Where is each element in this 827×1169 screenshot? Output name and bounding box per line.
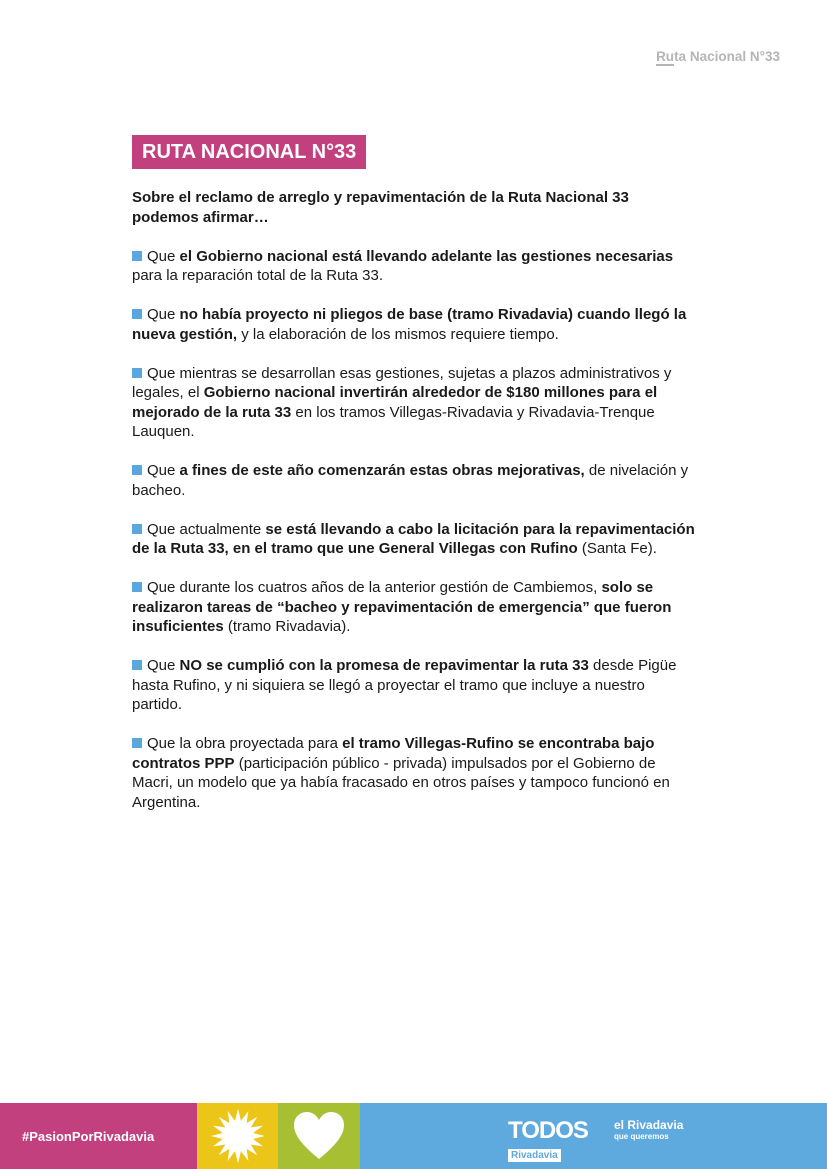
logo-text: TODOS (508, 1117, 588, 1144)
text: para la reparación total de la Ruta 33. (132, 267, 383, 284)
square-bullet-icon (132, 524, 142, 534)
heart-icon (278, 1103, 360, 1169)
square-bullet-icon (132, 582, 142, 592)
running-header-rest: ta Nacional N°33 (674, 49, 780, 64)
text: Que durante los cuatros años de la anterior gestión de Cambiemos, (147, 579, 602, 596)
sun-icon (197, 1103, 278, 1169)
bullet-paragraph (132, 364, 698, 442)
text: Que mientras se desarrollan esas gestiones, sujetas a plazos administrativos y legales, el (132, 364, 672, 401)
todos-logo-area (360, 1103, 827, 1169)
text: (participación público - privada) impulsados por el Gobierno de Macri, un modelo que ya había fracasado en otros países y tampoco funcionó en Argentina. (132, 754, 670, 811)
bullet-paragraph (132, 578, 698, 637)
tagline-line-2: que queremos (614, 1132, 669, 1141)
footer-banner (0, 1103, 827, 1169)
text: (Santa Fe). (577, 540, 657, 557)
text: (tramo Rivadavia). (223, 618, 351, 635)
text: de nivelación y bacheo. (132, 462, 689, 499)
text: Que actualmente (147, 520, 266, 538)
running-header (656, 49, 780, 64)
bullet-paragraph (132, 461, 698, 500)
bullet-paragraph (132, 305, 698, 344)
bold-text: NO se cumplió con la promesa de repavimentar la ruta 33 (179, 657, 589, 674)
intro-text: Sobre el reclamo de arreglo y repavimentación de la Ruta Nacional 33 podemos afirmar… (132, 189, 629, 226)
todos-logo (508, 1117, 588, 1163)
bold-text: Gobierno nacional invertirán alrededor de $180 millones para el mejorado de la ruta 33 (132, 384, 658, 421)
text: en los tramos Villegas-Rivadavia y Rivadavia-Trenque Lauquen. (132, 403, 655, 440)
intro-paragraph (132, 188, 698, 227)
bold-text: el tramo Villegas-Rufino se encontraba bajo contratos PPP (132, 735, 655, 772)
running-header-underlined: Ru (656, 49, 675, 64)
bold-text: solo se realizaron tareas de “bacheo y repavimentación de emergencia” que fueron insuficientes (132, 579, 672, 635)
text: desde Pigüe hasta Rufino, y ni siquiera se llegó a proyectar el tramo que incluye a nuestro partido. (132, 657, 677, 713)
logo-badge: Rivadavia (508, 1149, 561, 1162)
bullet-paragraph (132, 734, 698, 812)
square-bullet-icon (132, 251, 142, 261)
tagline-line-1: el Rivadavia (614, 1118, 684, 1132)
text: Que la obra proyectada para (147, 735, 343, 752)
text: Que (147, 657, 180, 674)
document-body (132, 188, 698, 832)
bullet-paragraph (132, 247, 698, 286)
square-bullet-icon (132, 465, 142, 475)
square-bullet-icon (132, 309, 142, 319)
bullet-paragraph (132, 656, 698, 715)
square-bullet-icon (132, 738, 142, 748)
tagline (614, 1120, 683, 1142)
bold-text: a fines de este año comenzarán estas obras mejorativas, (179, 462, 585, 479)
square-bullet-icon (132, 660, 142, 670)
text: Que (147, 462, 180, 479)
bold-text: no había proyecto ni pliegos de base (tramo Rivadavia) cuando llegó la nueva gestión, (132, 306, 687, 343)
bold-text: se está llevando a cabo la licitación para la repavimentación de la Ruta 33, en el tramo que une General Villegas con Rufino (132, 520, 695, 557)
page-title: RUTA NACIONAL N°33 (132, 135, 366, 169)
text: Que (147, 306, 180, 323)
text: y la elaboración de los mismos requiere tiempo. (237, 325, 559, 343)
hashtag: #PasionPorRivadavia (0, 1103, 197, 1169)
square-bullet-icon (132, 368, 142, 378)
bullet-paragraph (132, 520, 698, 559)
text: Que (147, 247, 180, 265)
bold-text: el Gobierno nacional está llevando adelante las gestiones necesarias (179, 247, 674, 265)
bullet-list (132, 247, 698, 813)
